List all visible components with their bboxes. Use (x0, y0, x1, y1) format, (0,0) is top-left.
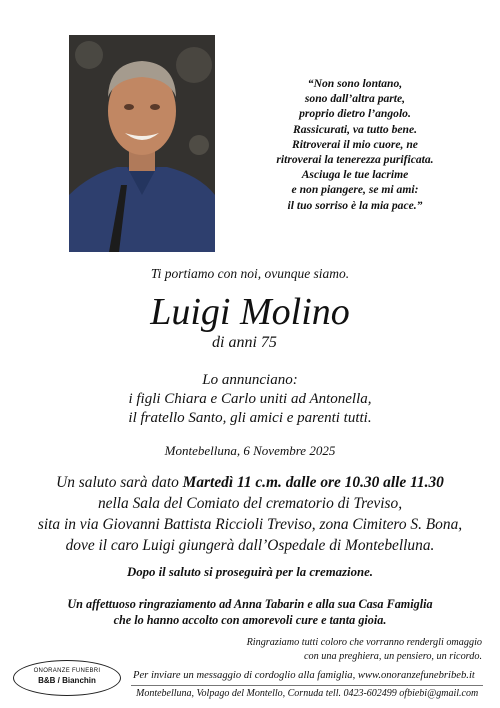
deceased-age: di anni 75 (212, 334, 277, 351)
deceased-name: Luigi Molino (150, 291, 350, 333)
poem-line: sono dall’altra parte, (304, 92, 406, 106)
poem-line: proprio dietro l’angolo. (299, 107, 411, 121)
funeral-home-logo (13, 660, 121, 696)
thanks (0, 596, 500, 628)
announcement-line: il fratello Santo, gli amici e parenti tutti. (128, 410, 372, 426)
ceremony-line-3: sita in via Giovanni Battista Riccioli Treviso, zona Cimitero S. Bona, (37, 516, 463, 533)
ceremony-line-4: dove il caro Luigi giungerà dall’Ospedale di Montebelluna. (65, 537, 435, 554)
thanks-line-2: che lo hanno accolto con amorevoli cure e tanta gioia. (113, 613, 387, 627)
poem-line: e non piangere, se mi ami: (291, 183, 419, 197)
ceremony-line-1 (0, 472, 500, 493)
ceremony-line-2: nella Sala del Comiato del crematorio di Treviso, (97, 495, 403, 512)
poem-line: “Non sono lontano, (307, 77, 403, 90)
announcement (0, 371, 500, 428)
logo-line-2: B&B / Bianchin (38, 676, 96, 685)
poem-line: il tuo sorriso è la mia pace.” (287, 198, 423, 212)
poem-line: Asciuga le tue lacrime (301, 168, 409, 182)
announcement-line: i figli Chiara e Carlo uniti ad Antonella, (128, 391, 372, 407)
condolence-message: Per inviare un messaggio di cordoglio alla famiglia, www.onoranzefunebribeb.it (133, 670, 475, 681)
poem-line: Ritroverai il mio cuore, ne (292, 137, 418, 151)
poem-line: ritroverai la tenerezza purificata. (276, 153, 434, 167)
poem-line: Rassicurati, va tutto bene. (293, 122, 417, 136)
poem (255, 76, 455, 213)
intro-text: Ti portiamo con noi, ovunque siamo. (150, 266, 350, 281)
homage-line-1: Ringraziamo tutti coloro che vorranno rendergli omaggio (246, 637, 482, 648)
ceremony-datetime: Martedì 11 c.m. dalle ore 10.30 alle 11.30 (182, 474, 444, 491)
cremation-note: Dopo il saluto si proseguirà per la cremazione. (126, 565, 373, 579)
place-date: Montebelluna, 6 Novembre 2025 (164, 443, 336, 458)
ceremony-intro: Un saluto sarà dato (56, 474, 183, 491)
homage-note (222, 636, 482, 663)
contact-address: Montebelluna, Volpago del Montello, Cornuda tell. 0423-602499 ofbiebi@gmail.com (136, 688, 479, 699)
homage-line-2: con una preghiera, un pensiero, un ricordo. (304, 650, 482, 662)
portrait-photo (69, 35, 215, 252)
announcement-line: Lo annunciano: (202, 372, 298, 388)
thanks-line-1: Un affettuoso ringraziamento ad Anna Tabarin e alla sua Casa Famiglia (67, 597, 433, 611)
ceremony-details (0, 472, 500, 556)
logo-line-1: ONORANZE FUNEBRI (33, 668, 101, 674)
footer-divider (131, 685, 483, 686)
